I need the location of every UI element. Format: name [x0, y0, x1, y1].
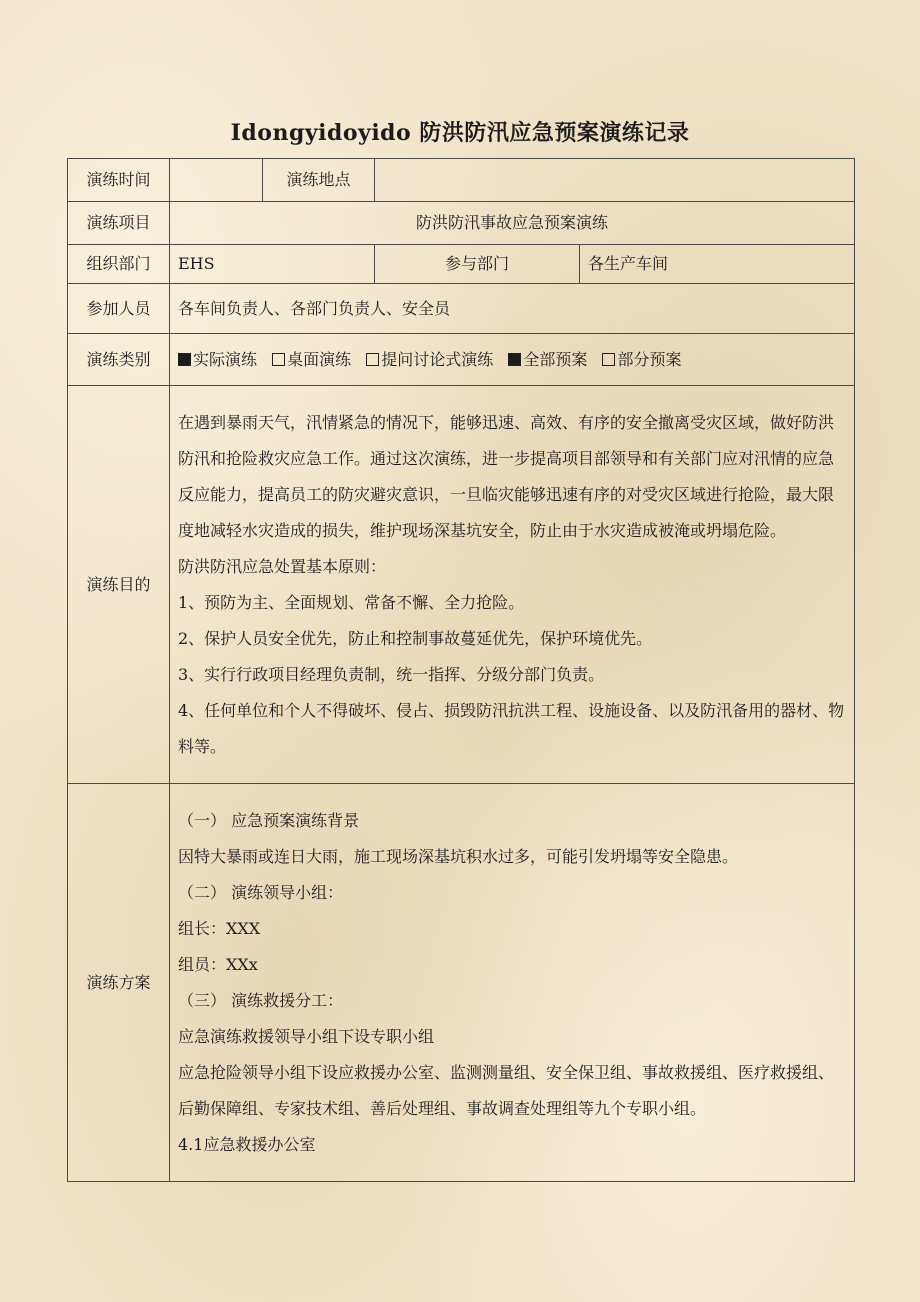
drill-time-value: [170, 159, 263, 202]
category-option-text: 桌面演练: [287, 349, 352, 369]
purpose-paragraph: 在遇到暴雨天气，汛情紧急的情况下，能够迅速、高效、有序的安全撤离受灾区域，做好防洪防汛和抢险救灾应急工作。通过这次演练，进一步提高项目部领导和有关部门应对汛情的应急反应能力，提高员工的防灾避灾意识，一旦临灾能够迅速有序的对受灾区域进行抢险，最大限度地减轻水灾造成的损失，维护现场深基坑安全，防止由于水灾造成被淹或坍塌危险。: [178, 412, 835, 540]
purpose-paragraph: 3、实行行政项目经理负责制，统一指挥、分级分部门负责。: [178, 664, 605, 684]
plan-paragraph: 4.1应急救援办公室: [178, 1134, 316, 1154]
participating-dept-value: 各生产车间: [580, 245, 855, 284]
drill-project-value: 防洪防汛事故应急预案演练: [170, 202, 855, 245]
category-option-text: 部分预案: [617, 349, 682, 369]
category-option-text: 全部预案: [523, 349, 588, 369]
plan-paragraph: 组员：XXx: [178, 954, 258, 974]
row-drill-time: [68, 159, 855, 202]
row-drill-project: [68, 202, 855, 245]
drill-project-label: 演练项目: [68, 202, 170, 245]
document-title: Idongyidoyido 防洪防汛应急预案演练记录: [230, 120, 690, 146]
drill-time-label: 演练时间: [68, 159, 170, 202]
drill-location-label: 演练地点: [263, 159, 375, 202]
plan-paragraph: （二） 演练领导小组：: [178, 882, 344, 902]
category-option: [508, 350, 587, 369]
category-option-text: 实际演练: [193, 349, 258, 369]
plan-paragraph: 因特大暴雨或连日大雨，施工现场深基坑积水过多，可能引发坍塌等安全隐患。: [178, 846, 739, 866]
drill-purpose-label: 演练目的: [68, 386, 170, 784]
row-drill-category: [68, 334, 855, 386]
checkbox-icon: [272, 353, 285, 366]
purpose-paragraph: 1、预防为主、全面规划、常备不懈、全力抢险。: [178, 592, 525, 612]
plan-paragraph: 应急演练救援领导小组下设专职小组: [178, 1026, 435, 1046]
checkbox-icon: [602, 353, 615, 366]
category-option: [178, 350, 257, 369]
plan-paragraph: 组长：XXX: [178, 918, 261, 938]
drill-purpose-content: [170, 386, 855, 784]
row-drill-purpose: [68, 386, 855, 784]
drill-plan-label: 演练方案: [68, 784, 170, 1182]
plan-paragraph: （一） 应急预案演练背景: [178, 810, 360, 830]
row-organizing-dept: [68, 245, 855, 284]
drill-plan-content: [170, 784, 855, 1182]
category-option: [272, 350, 351, 369]
row-drill-plan: [68, 784, 855, 1182]
checkbox-icon: [366, 353, 379, 366]
drill-location-value: [375, 159, 855, 202]
organizing-dept-label: 组织部门: [68, 245, 170, 284]
checkbox-icon: [178, 353, 191, 366]
participants-label: 参加人员: [68, 284, 170, 334]
drill-category-options: [170, 334, 855, 386]
category-option: [366, 350, 493, 369]
organizing-dept-value: EHS: [170, 245, 375, 284]
purpose-paragraph: 2、保护人员安全优先，防止和控制事故蔓延优先，保护环境优先。: [178, 628, 653, 648]
participants-value: 各车间负责人、各部门负责人、安全员: [170, 284, 855, 334]
category-option: [602, 350, 681, 369]
category-option-text: 提问讨论式演练: [381, 349, 494, 369]
purpose-paragraph: 防洪防汛应急处置基本原则：: [178, 556, 387, 576]
drill-record-table: [67, 158, 855, 1182]
row-participants: [68, 284, 855, 334]
participating-dept-label: 参与部门: [375, 245, 580, 284]
checkbox-icon: [508, 353, 521, 366]
purpose-paragraph: 4、任何单位和个人不得破坏、侵占、损毁防汛抗洪工程、设施设备、以及防汛备用的器材、物料等。: [178, 700, 845, 756]
drill-category-label: 演练类别: [68, 334, 170, 386]
plan-paragraph: 应急抢险领导小组下设应救援办公室、监测测量组、安全保卫组、事故救援组、医疗救援组、后勤保障组、专家技术组、善后处理组、事故调查处理组等九个专职小组。: [178, 1062, 835, 1118]
plan-paragraph: （三） 演练救援分工：: [178, 990, 344, 1010]
